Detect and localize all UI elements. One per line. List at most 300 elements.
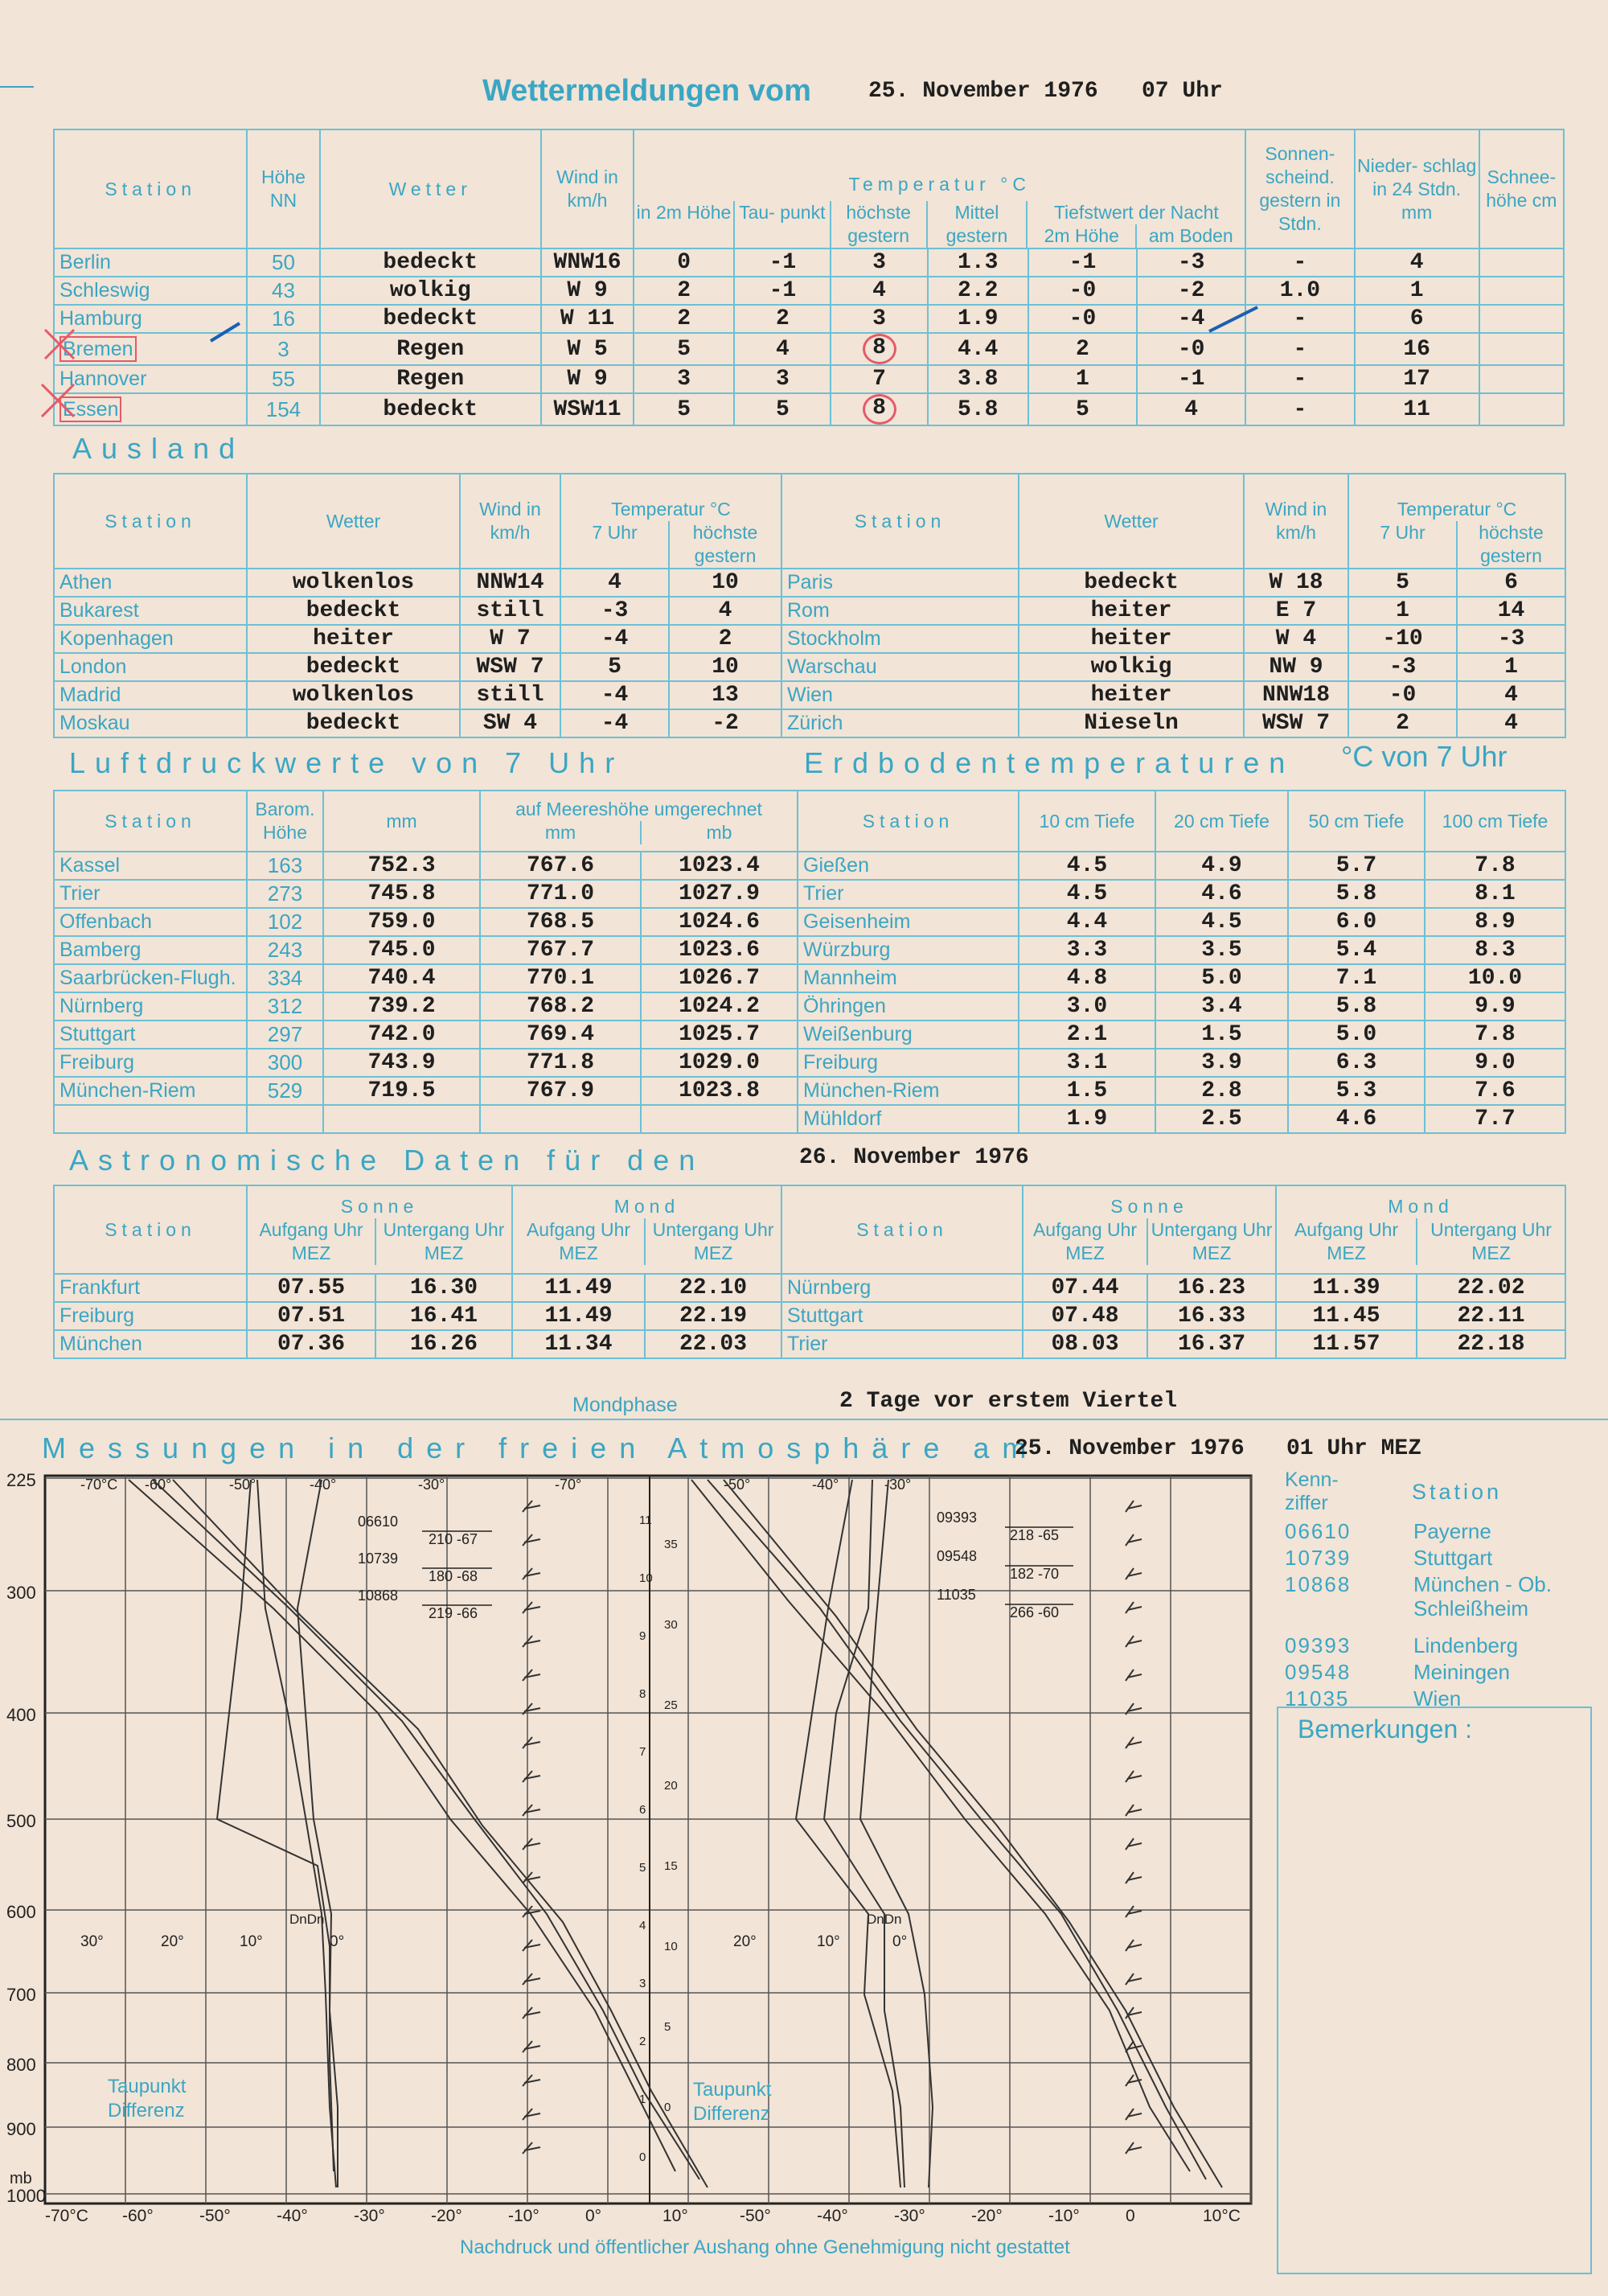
meer-mb-value: 1024.2 bbox=[641, 992, 798, 1021]
col-mittel: Mittel gestern bbox=[926, 201, 1027, 248]
trop-value: 210 -67 bbox=[429, 1531, 478, 1547]
hoechste-value: 7 bbox=[831, 365, 927, 393]
t100-value: 7.8 bbox=[1425, 852, 1565, 880]
col-eb-t50: 50 cm Tiefe bbox=[1288, 791, 1425, 852]
mondphase-value: 2 Tage vor erstem Viertel bbox=[839, 1389, 1178, 1414]
sonne-aufgang: 07.48 bbox=[1023, 1302, 1147, 1330]
wind-value: NW 9 bbox=[1244, 653, 1348, 681]
station-name: Stuttgart bbox=[1413, 1546, 1493, 1570]
col-taupunkt: Tau- punkt bbox=[733, 201, 830, 248]
station-name: Bukarest bbox=[54, 597, 247, 625]
wetter-value: heiter bbox=[1019, 597, 1244, 625]
t7-value: -0 bbox=[1348, 681, 1457, 709]
pressure-tick-label: 700 bbox=[6, 1985, 36, 2005]
t20-value: 5.0 bbox=[1155, 964, 1288, 992]
station-name: Wien bbox=[781, 681, 1019, 709]
wind-value: W 5 bbox=[541, 333, 634, 365]
station-name: Bamberg bbox=[54, 936, 247, 964]
col-temperature-group: Temperatur °C bbox=[848, 174, 1031, 195]
temperature-curve bbox=[153, 1480, 699, 2179]
wind-barb bbox=[523, 1534, 540, 1546]
hoechste-value: 10 bbox=[669, 569, 781, 597]
nieder-value: 6 bbox=[1355, 305, 1479, 333]
meer-mb-value: 1027.9 bbox=[641, 880, 798, 908]
dewpoint-tick: 10° bbox=[240, 1933, 263, 1950]
tief2m-value: -0 bbox=[1028, 277, 1137, 305]
station-name: Stuttgart bbox=[781, 1302, 1023, 1330]
dewpoint-tick: 10° bbox=[817, 1933, 840, 1950]
wind-barb bbox=[1126, 1771, 1142, 1782]
meer-mm-value: 767.7 bbox=[480, 936, 641, 964]
station-id: 09548 bbox=[1285, 1660, 1352, 1684]
km-tick: 11 bbox=[639, 1514, 652, 1527]
station-name: Payerne bbox=[1413, 1519, 1491, 1543]
trop-value: 182 -70 bbox=[1010, 1566, 1060, 1582]
km-tick: 5 bbox=[639, 1861, 646, 1875]
col-eb-t100: 100 cm Tiefe bbox=[1425, 791, 1565, 852]
hoehe-value: 154 bbox=[247, 393, 319, 425]
temperature-tick-label: -20° bbox=[971, 2207, 1003, 2225]
t50-value: 5.7 bbox=[1288, 852, 1425, 880]
t50-value: 5.0 bbox=[1288, 1021, 1425, 1049]
ausland-heading: Ausland bbox=[72, 432, 245, 465]
boden-value: -3 bbox=[1137, 248, 1245, 277]
dn-label-left: DnDn bbox=[289, 1912, 325, 1927]
t50-value: 5.8 bbox=[1288, 880, 1425, 908]
station-name: Kopenhagen bbox=[54, 625, 247, 653]
pressure-tick-label: 900 bbox=[6, 2119, 36, 2139]
station-label: Station bbox=[1412, 1480, 1503, 1504]
col-wetter: Wetter bbox=[320, 129, 541, 248]
t10-value: 1.5 bbox=[1019, 1077, 1155, 1105]
wetter-value: heiter bbox=[1019, 681, 1244, 709]
wetter-value: heiter bbox=[1019, 625, 1244, 653]
meer-mb-value: 1023.8 bbox=[641, 1077, 798, 1105]
report-date: 25. November 1976 bbox=[868, 79, 1098, 104]
mond-aufgang: 11.57 bbox=[1276, 1330, 1417, 1358]
wind-barb bbox=[1126, 1534, 1142, 1546]
wetter-value: bedeckt bbox=[247, 597, 460, 625]
taupunkt-label-left: Taupunkt Differenz bbox=[108, 2076, 187, 2121]
wind-barb bbox=[1126, 2075, 1142, 2086]
wind-barb bbox=[1126, 1974, 1142, 1985]
wind-barb bbox=[1126, 1568, 1142, 1579]
tief2m-value: -1 bbox=[1028, 248, 1137, 277]
red-box-mark: Bremen bbox=[59, 336, 137, 362]
wind-barb bbox=[1126, 2109, 1142, 2120]
temperature-curve bbox=[724, 1480, 1222, 2187]
wind-value: W 9 bbox=[541, 277, 634, 305]
temperature-tick-label: -40° bbox=[277, 2207, 308, 2225]
station-name: Freiburg bbox=[54, 1049, 247, 1077]
station-name: Athen bbox=[54, 569, 247, 597]
trop-value: 218 -65 bbox=[1010, 1527, 1060, 1543]
t10-value: 2.1 bbox=[1019, 1021, 1155, 1049]
station-name: Paris bbox=[781, 569, 1019, 597]
hoechste-value: 4 bbox=[1457, 709, 1565, 737]
trop-station-id: 10739 bbox=[358, 1551, 399, 1567]
temperature-curve bbox=[691, 1480, 1190, 2171]
top-temp-tick: -50° bbox=[229, 1477, 256, 1493]
dewpoint-curve bbox=[257, 1480, 336, 2187]
nieder-value: 1 bbox=[1355, 277, 1479, 305]
wind-barb bbox=[523, 1771, 540, 1782]
sonne-untergang: 16.41 bbox=[375, 1302, 512, 1330]
station-name: München bbox=[54, 1330, 247, 1358]
t100-value: 8.1 bbox=[1425, 880, 1565, 908]
nieder-value: 17 bbox=[1355, 365, 1479, 393]
wind-barb bbox=[523, 1501, 540, 1512]
station-name: Nürnberg bbox=[781, 1274, 1023, 1302]
meer-mb-value: 1023.6 bbox=[641, 936, 798, 964]
wetter-value: bedeckt bbox=[320, 305, 541, 333]
col-eb-t20: 20 cm Tiefe bbox=[1155, 791, 1288, 852]
temperature-tick-label: 0 bbox=[1126, 2207, 1135, 2225]
t20-value: 2.8 bbox=[1155, 1077, 1288, 1105]
wetter-value: wolkenlos bbox=[247, 681, 460, 709]
top-temp-tick: -40° bbox=[310, 1477, 337, 1493]
col-ausland-station-2: Station bbox=[781, 474, 1019, 569]
col-hoechste: höchste gestern bbox=[830, 201, 926, 248]
station-id: 11035 bbox=[1285, 1686, 1350, 1711]
col-hoehe: Höhe NN bbox=[247, 129, 319, 248]
t20-value: 3.4 bbox=[1155, 992, 1288, 1021]
t7-value: 2 bbox=[1348, 709, 1457, 737]
wind-value: still bbox=[460, 681, 560, 709]
hoechste-value: 1 bbox=[1457, 653, 1565, 681]
t100-value: 7.8 bbox=[1425, 1021, 1565, 1049]
km-tick: 9 bbox=[639, 1629, 646, 1643]
mm-value: 745.8 bbox=[323, 880, 480, 908]
station-name: Nürnberg bbox=[54, 992, 247, 1021]
temperature-curve bbox=[708, 1480, 1206, 2179]
wetter-value: wolkenlos bbox=[247, 569, 460, 597]
station-name: Trier bbox=[798, 880, 1019, 908]
t2m-value: 3 bbox=[634, 365, 734, 393]
meer-mb-value: 1025.7 bbox=[641, 1021, 798, 1049]
wetter-value: bedeckt bbox=[320, 248, 541, 277]
col-station: Station bbox=[54, 129, 247, 248]
sonne-untergang: 16.30 bbox=[375, 1274, 512, 1302]
t10-value: 4.8 bbox=[1019, 964, 1155, 992]
t50-value: 6.0 bbox=[1288, 908, 1425, 936]
wind-value: NNW18 bbox=[1244, 681, 1348, 709]
wind-value: WSW 7 bbox=[460, 653, 560, 681]
trop-station-id: 09393 bbox=[937, 1509, 978, 1526]
red-box-mark: Essen bbox=[59, 396, 121, 422]
wind-barb bbox=[523, 2041, 540, 2052]
sonne-value: - bbox=[1245, 333, 1354, 365]
hoehe-value: 16 bbox=[247, 305, 319, 333]
wind-value: NNW14 bbox=[460, 569, 560, 597]
col-ausland-hoechste: höchste gestern bbox=[668, 521, 781, 568]
km-tick: 7 bbox=[639, 1745, 646, 1759]
station-name: Trier bbox=[54, 880, 247, 908]
t7-value: 5 bbox=[560, 653, 669, 681]
hoehe-value: 55 bbox=[247, 365, 319, 393]
km-tick: 0 bbox=[639, 2150, 646, 2164]
col-eb-station: Station bbox=[798, 791, 1019, 852]
mond-untergang: 22.19 bbox=[645, 1302, 781, 1330]
station-name: Öhringen bbox=[798, 992, 1019, 1021]
kft-tick: 30 bbox=[664, 1618, 678, 1632]
wind-value: W 9 bbox=[541, 365, 634, 393]
hoechste-value: 4 bbox=[1457, 681, 1565, 709]
t2m-value: 5 bbox=[634, 333, 734, 365]
col-astro-m-auf-2: Aufgang Uhr MEZ bbox=[1294, 1218, 1399, 1263]
meer-mm-value: 767.6 bbox=[480, 852, 641, 880]
hoechste-value: 3 bbox=[831, 305, 927, 333]
footer-note: Nachdruck und öffentlicher Aushang ohne Genehmigung nicht gestattet bbox=[460, 2236, 1070, 2258]
t20-value: 2.5 bbox=[1155, 1105, 1288, 1133]
station-id: 06610 bbox=[1285, 1519, 1352, 1543]
t7-value: 4 bbox=[560, 569, 669, 597]
red-circle-mark: 8 bbox=[863, 394, 896, 425]
astro-date: 26. November 1976 bbox=[799, 1145, 1029, 1170]
t7-value: -4 bbox=[560, 681, 669, 709]
boden-value: 4 bbox=[1137, 393, 1245, 425]
meer-mm-value: 768.2 bbox=[480, 992, 641, 1021]
km-tick: 1 bbox=[639, 2093, 646, 2106]
t7-value: -10 bbox=[1348, 625, 1457, 653]
t100-value: 8.9 bbox=[1425, 908, 1565, 936]
boden-value: -2 bbox=[1137, 277, 1245, 305]
trop-station-id: 09548 bbox=[937, 1548, 978, 1564]
mm-value: 740.4 bbox=[323, 964, 480, 992]
station-name: Meiningen bbox=[1413, 1660, 1510, 1684]
pressure-tick-label: 225 bbox=[6, 1470, 36, 1490]
km-tick: 10 bbox=[639, 1571, 653, 1585]
wind-barb bbox=[1126, 1501, 1142, 1512]
barom-value: 334 bbox=[247, 964, 323, 992]
barom-value: 273 bbox=[247, 880, 323, 908]
dewpoint-tick: 20° bbox=[161, 1933, 184, 1950]
station-id: 10739 bbox=[1285, 1546, 1352, 1570]
mond-untergang: 22.03 bbox=[645, 1330, 781, 1358]
t10-value: 3.0 bbox=[1019, 992, 1155, 1021]
col-ld-barom: Barom. Höhe bbox=[247, 791, 323, 852]
mond-untergang: 22.11 bbox=[1417, 1302, 1565, 1330]
col-ausland-wind-2: Wind in km/h bbox=[1244, 474, 1348, 569]
hoechste-value: -2 bbox=[669, 709, 781, 737]
temperature-tick-label: -10° bbox=[1048, 2207, 1080, 2225]
col-ausland-t7-2: 7 Uhr bbox=[1380, 522, 1425, 543]
boden-value: -0 bbox=[1137, 333, 1245, 365]
t100-value: 9.0 bbox=[1425, 1049, 1565, 1077]
sonne-aufgang: 07.36 bbox=[247, 1330, 375, 1358]
hoechste-value: 6 bbox=[1457, 569, 1565, 597]
sonne-value: - bbox=[1245, 305, 1354, 333]
pressure-tick-label: 800 bbox=[6, 2055, 36, 2075]
station-name: London bbox=[54, 653, 247, 681]
hoehe-value: 43 bbox=[247, 277, 319, 305]
temperature-tick-label: -70°C bbox=[45, 2207, 88, 2225]
t7-value: -3 bbox=[1348, 653, 1457, 681]
t100-value: 7.6 bbox=[1425, 1077, 1565, 1105]
t20-value: 4.6 bbox=[1155, 880, 1288, 908]
barom-value: 529 bbox=[247, 1077, 323, 1105]
trop-station-id: 11035 bbox=[937, 1587, 976, 1603]
wind-value: still bbox=[460, 597, 560, 625]
t2m-value: 0 bbox=[634, 248, 734, 277]
wind-barb bbox=[523, 1602, 540, 1613]
red-circle-mark: 8 bbox=[863, 334, 896, 364]
temperature-tick-label: -60° bbox=[122, 2207, 154, 2225]
station-name: Würzburg bbox=[798, 936, 1019, 964]
taupunkt-value: 3 bbox=[734, 365, 831, 393]
col-astro-station: Station bbox=[54, 1185, 247, 1274]
wetter-value: bedeckt bbox=[1019, 569, 1244, 597]
top-temp-tick: -30° bbox=[418, 1477, 445, 1493]
station-name: Madrid bbox=[54, 681, 247, 709]
dewpoint-tick: 0° bbox=[330, 1933, 345, 1950]
wind-barb bbox=[1126, 1940, 1142, 1951]
barom-value: 163 bbox=[247, 852, 323, 880]
col-ld-meer-mb: mb bbox=[640, 821, 797, 844]
wind-barb bbox=[523, 2007, 540, 2019]
t100-value: 7.7 bbox=[1425, 1105, 1565, 1133]
wind-barb bbox=[1126, 2142, 1142, 2154]
col-ausland-wind: Wind in km/h bbox=[460, 474, 560, 569]
wind-barb bbox=[523, 1737, 540, 1748]
wind-barb bbox=[1126, 1838, 1142, 1850]
tief2m-value: 2 bbox=[1028, 333, 1137, 365]
page-title: Wettermeldungen vom bbox=[482, 74, 811, 108]
mond-aufgang: 11.49 bbox=[512, 1302, 645, 1330]
wind-barb bbox=[1126, 1670, 1142, 1681]
t7-value: 1 bbox=[1348, 597, 1457, 625]
kft-tick: 25 bbox=[664, 1698, 678, 1712]
meer-mm-value: 769.4 bbox=[480, 1021, 641, 1049]
sonne-aufgang: 07.44 bbox=[1023, 1274, 1147, 1302]
col-ausland-wetter-2: Wetter bbox=[1019, 474, 1244, 569]
wetter-value: wolkig bbox=[1019, 653, 1244, 681]
meer-mm-value: 770.1 bbox=[480, 964, 641, 992]
station-name: München - Ob. Schleißheim bbox=[1413, 1572, 1552, 1620]
top-temp-tick: -60° bbox=[145, 1477, 172, 1493]
wind-barb bbox=[523, 1974, 540, 1985]
t50-value: 5.4 bbox=[1288, 936, 1425, 964]
station-name: Berlin bbox=[54, 248, 247, 277]
erdboden-heading: Erdbodentemperaturen bbox=[804, 746, 1295, 779]
mm-value: 752.3 bbox=[323, 852, 480, 880]
pressure-tick-label: 500 bbox=[6, 1811, 36, 1831]
wind-barb bbox=[523, 1636, 540, 1647]
trop-station-id: 06610 bbox=[358, 1514, 399, 1530]
hoechste-value: -3 bbox=[1457, 625, 1565, 653]
wetter-value: wolkig bbox=[320, 277, 541, 305]
col-ausland-t7: 7 Uhr bbox=[592, 522, 638, 543]
wetter-value: heiter bbox=[247, 625, 460, 653]
t2m-value: 2 bbox=[634, 305, 734, 333]
col-boden: am Boden bbox=[1135, 224, 1245, 248]
meer-mb-value: 1026.7 bbox=[641, 964, 798, 992]
atmosphere-heading: Messungen in der freien Atmosphäre am bbox=[42, 1431, 1040, 1464]
station-name: Hannover bbox=[54, 365, 247, 393]
mm-value: 742.0 bbox=[323, 1021, 480, 1049]
mond-untergang: 22.10 bbox=[645, 1274, 781, 1302]
col-tief2m: 2m Höhe bbox=[1044, 225, 1119, 246]
mond-aufgang: 11.39 bbox=[1276, 1274, 1417, 1302]
boden-value: -4 bbox=[1137, 305, 1245, 333]
dewpoint-curve bbox=[824, 1480, 904, 2187]
col-niederschlag: Nieder- schlag in 24 Stdn. mm bbox=[1355, 129, 1479, 248]
atmosphere-time: 01 Uhr MEZ bbox=[1286, 1436, 1422, 1461]
meer-mm-value: 771.8 bbox=[480, 1049, 641, 1077]
wind-value: SW 4 bbox=[460, 709, 560, 737]
t10-value: 4.4 bbox=[1019, 908, 1155, 936]
col-astro-m-unter: Untergang Uhr MEZ bbox=[644, 1218, 781, 1265]
hoehe-value: 3 bbox=[247, 333, 319, 365]
station-name: Moskau bbox=[54, 709, 247, 737]
mittel-value: 5.8 bbox=[928, 393, 1028, 425]
wind-barb bbox=[1126, 1872, 1142, 1883]
col-astro-station-2: Station bbox=[781, 1185, 1023, 1274]
hoehe-value: 50 bbox=[247, 248, 319, 277]
t20-value: 4.9 bbox=[1155, 852, 1288, 880]
wind-barb bbox=[523, 1670, 540, 1681]
dewpoint-tick: 30° bbox=[80, 1933, 104, 1950]
kft-tick: 0 bbox=[664, 2101, 671, 2114]
km-tick: 2 bbox=[639, 2035, 646, 2048]
wetter-value: bedeckt bbox=[320, 393, 541, 425]
station-name: Geisenheim bbox=[798, 908, 1019, 936]
mittel-value: 4.4 bbox=[928, 333, 1028, 365]
col-ausland-wetter: Wetter bbox=[247, 474, 460, 569]
mittel-value: 3.8 bbox=[928, 365, 1028, 393]
temperature-tick-label: -50° bbox=[740, 2207, 771, 2225]
station-name: Weißenburg bbox=[798, 1021, 1019, 1049]
mb-unit-label: mb bbox=[10, 2170, 32, 2187]
pressure-tick-label: 300 bbox=[6, 1583, 36, 1603]
t100-value: 9.9 bbox=[1425, 992, 1565, 1021]
nieder-value: 4 bbox=[1355, 248, 1479, 277]
col-astro-sonne: Sonne bbox=[340, 1195, 419, 1217]
wind-value: W 18 bbox=[1244, 569, 1348, 597]
astro-heading: Astronomische Daten für den bbox=[69, 1144, 705, 1177]
station-name: München-Riem bbox=[798, 1077, 1019, 1105]
col-tiefstwert: Tiefstwert der Nacht bbox=[1053, 202, 1219, 223]
mittel-value: 2.2 bbox=[928, 277, 1028, 305]
col-ld-meer: auf Meereshöhe umgerechnet bbox=[515, 799, 762, 819]
t20-value: 3.9 bbox=[1155, 1049, 1288, 1077]
col-astro-mond-2: Mond bbox=[1388, 1195, 1454, 1217]
meer-mb-value: 1023.4 bbox=[641, 852, 798, 880]
sonne-value: - bbox=[1245, 365, 1354, 393]
taupunkt-value: 5 bbox=[734, 393, 831, 425]
station-name: Mühldorf bbox=[798, 1105, 1019, 1133]
taupunkt-value: -1 bbox=[734, 277, 831, 305]
station-name: München-Riem bbox=[54, 1077, 247, 1105]
col-eb-t10: 10 cm Tiefe bbox=[1019, 791, 1155, 852]
wind-value: WNW16 bbox=[541, 248, 634, 277]
t7-value: 5 bbox=[1348, 569, 1457, 597]
wind-barb bbox=[1126, 1602, 1142, 1613]
t20-value: 1.5 bbox=[1155, 1021, 1288, 1049]
station-name: Kassel bbox=[54, 852, 247, 880]
wetter-value: bedeckt bbox=[247, 709, 460, 737]
top-temp-tick: -70°C bbox=[80, 1477, 118, 1493]
wind-barb bbox=[523, 1940, 540, 1951]
station-name: Freiburg bbox=[798, 1049, 1019, 1077]
col-ld-station: Station bbox=[54, 791, 247, 852]
station-name: Saarbrücken-Flugh. bbox=[54, 964, 247, 992]
km-tick: 3 bbox=[639, 1977, 646, 1990]
wetter-value: bedeckt bbox=[247, 653, 460, 681]
station-name: Offenbach bbox=[54, 908, 247, 936]
t50-value: 7.1 bbox=[1288, 964, 1425, 992]
wind-barb bbox=[523, 2142, 540, 2154]
